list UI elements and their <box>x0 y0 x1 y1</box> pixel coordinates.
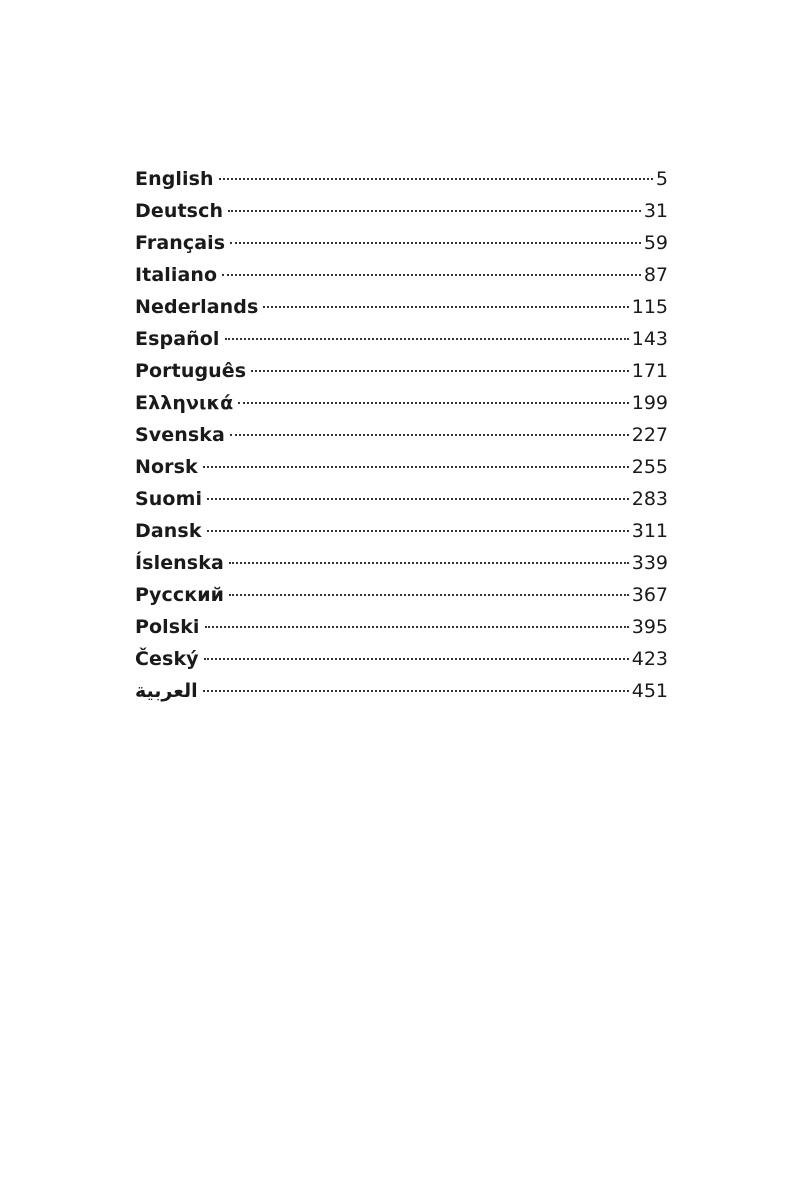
toc-language-label: Ελληνικά <box>135 392 234 414</box>
toc-page-number: 227 <box>631 424 668 446</box>
dot-leader <box>203 466 629 468</box>
toc-language-label: Íslenska <box>135 552 224 574</box>
dot-leader <box>207 498 629 500</box>
toc-language-label: Русский <box>135 584 225 606</box>
toc-page-number: 171 <box>631 360 668 382</box>
toc-entry-islenska <box>135 547 668 579</box>
dot-leader <box>228 210 641 212</box>
toc-language-label: Suomi <box>135 488 203 510</box>
dot-leader <box>204 658 629 660</box>
toc-page-number: 143 <box>631 328 668 350</box>
toc-page-number: 31 <box>643 200 668 222</box>
toc-language-label: Español <box>135 328 220 350</box>
dot-leader <box>222 274 641 276</box>
table-of-contents <box>135 163 668 707</box>
toc-entry-francais <box>135 227 668 259</box>
toc-language-label: Dansk <box>135 520 202 542</box>
toc-page-number: 255 <box>631 456 668 478</box>
dot-leader <box>229 562 629 564</box>
toc-entry-suomi <box>135 483 668 515</box>
toc-page-number: 339 <box>631 552 668 574</box>
toc-language-label: Polski <box>135 616 200 638</box>
toc-language-label: Português <box>135 360 247 382</box>
toc-entry-espanol <box>135 323 668 355</box>
toc-language-label: English <box>135 168 214 190</box>
dot-leader <box>251 370 629 372</box>
toc-entry-svenska <box>135 419 668 451</box>
dot-leader <box>203 690 629 692</box>
toc-page-number: 451 <box>631 680 668 702</box>
toc-page-number: 283 <box>631 488 668 510</box>
dot-leader <box>263 306 628 308</box>
toc-entry-deutsch <box>135 195 668 227</box>
toc-language-label: Český <box>135 648 199 670</box>
toc-language-label: Français <box>135 232 226 254</box>
toc-entry-italiano <box>135 259 668 291</box>
toc-entry-dansk <box>135 515 668 547</box>
dot-leader <box>225 338 629 340</box>
dot-leader <box>230 434 629 436</box>
toc-language-label: Svenska <box>135 424 225 446</box>
toc-entry-english <box>135 163 668 195</box>
toc-entry-norsk <box>135 451 668 483</box>
dot-leader <box>229 594 629 596</box>
toc-page-number: 199 <box>631 392 668 414</box>
toc-language-label: العربية <box>135 680 198 702</box>
toc-entry-cesky <box>135 643 668 675</box>
toc-page-number: 423 <box>631 648 668 670</box>
toc-page-number: 87 <box>643 264 668 286</box>
toc-entry-arabic <box>135 675 668 707</box>
toc-page-number: 311 <box>631 520 668 542</box>
toc-entry-russian <box>135 579 668 611</box>
dot-leader <box>205 626 629 628</box>
toc-page-number: 5 <box>655 168 668 190</box>
dot-leader <box>207 530 629 532</box>
toc-page-number: 395 <box>631 616 668 638</box>
toc-entry-nederlands <box>135 291 668 323</box>
toc-entry-polski <box>135 611 668 643</box>
toc-language-label: Nederlands <box>135 296 259 318</box>
toc-language-label: Norsk <box>135 456 198 478</box>
toc-entry-greek <box>135 387 668 419</box>
toc-entry-portugues <box>135 355 668 387</box>
dot-leader <box>230 242 641 244</box>
toc-page-number: 115 <box>631 296 668 318</box>
toc-page-number: 59 <box>643 232 668 254</box>
toc-language-label: Deutsch <box>135 200 224 222</box>
dot-leader <box>219 178 653 180</box>
toc-page-number: 367 <box>631 584 668 606</box>
toc-language-label: Italiano <box>135 264 218 286</box>
dot-leader <box>238 402 628 404</box>
